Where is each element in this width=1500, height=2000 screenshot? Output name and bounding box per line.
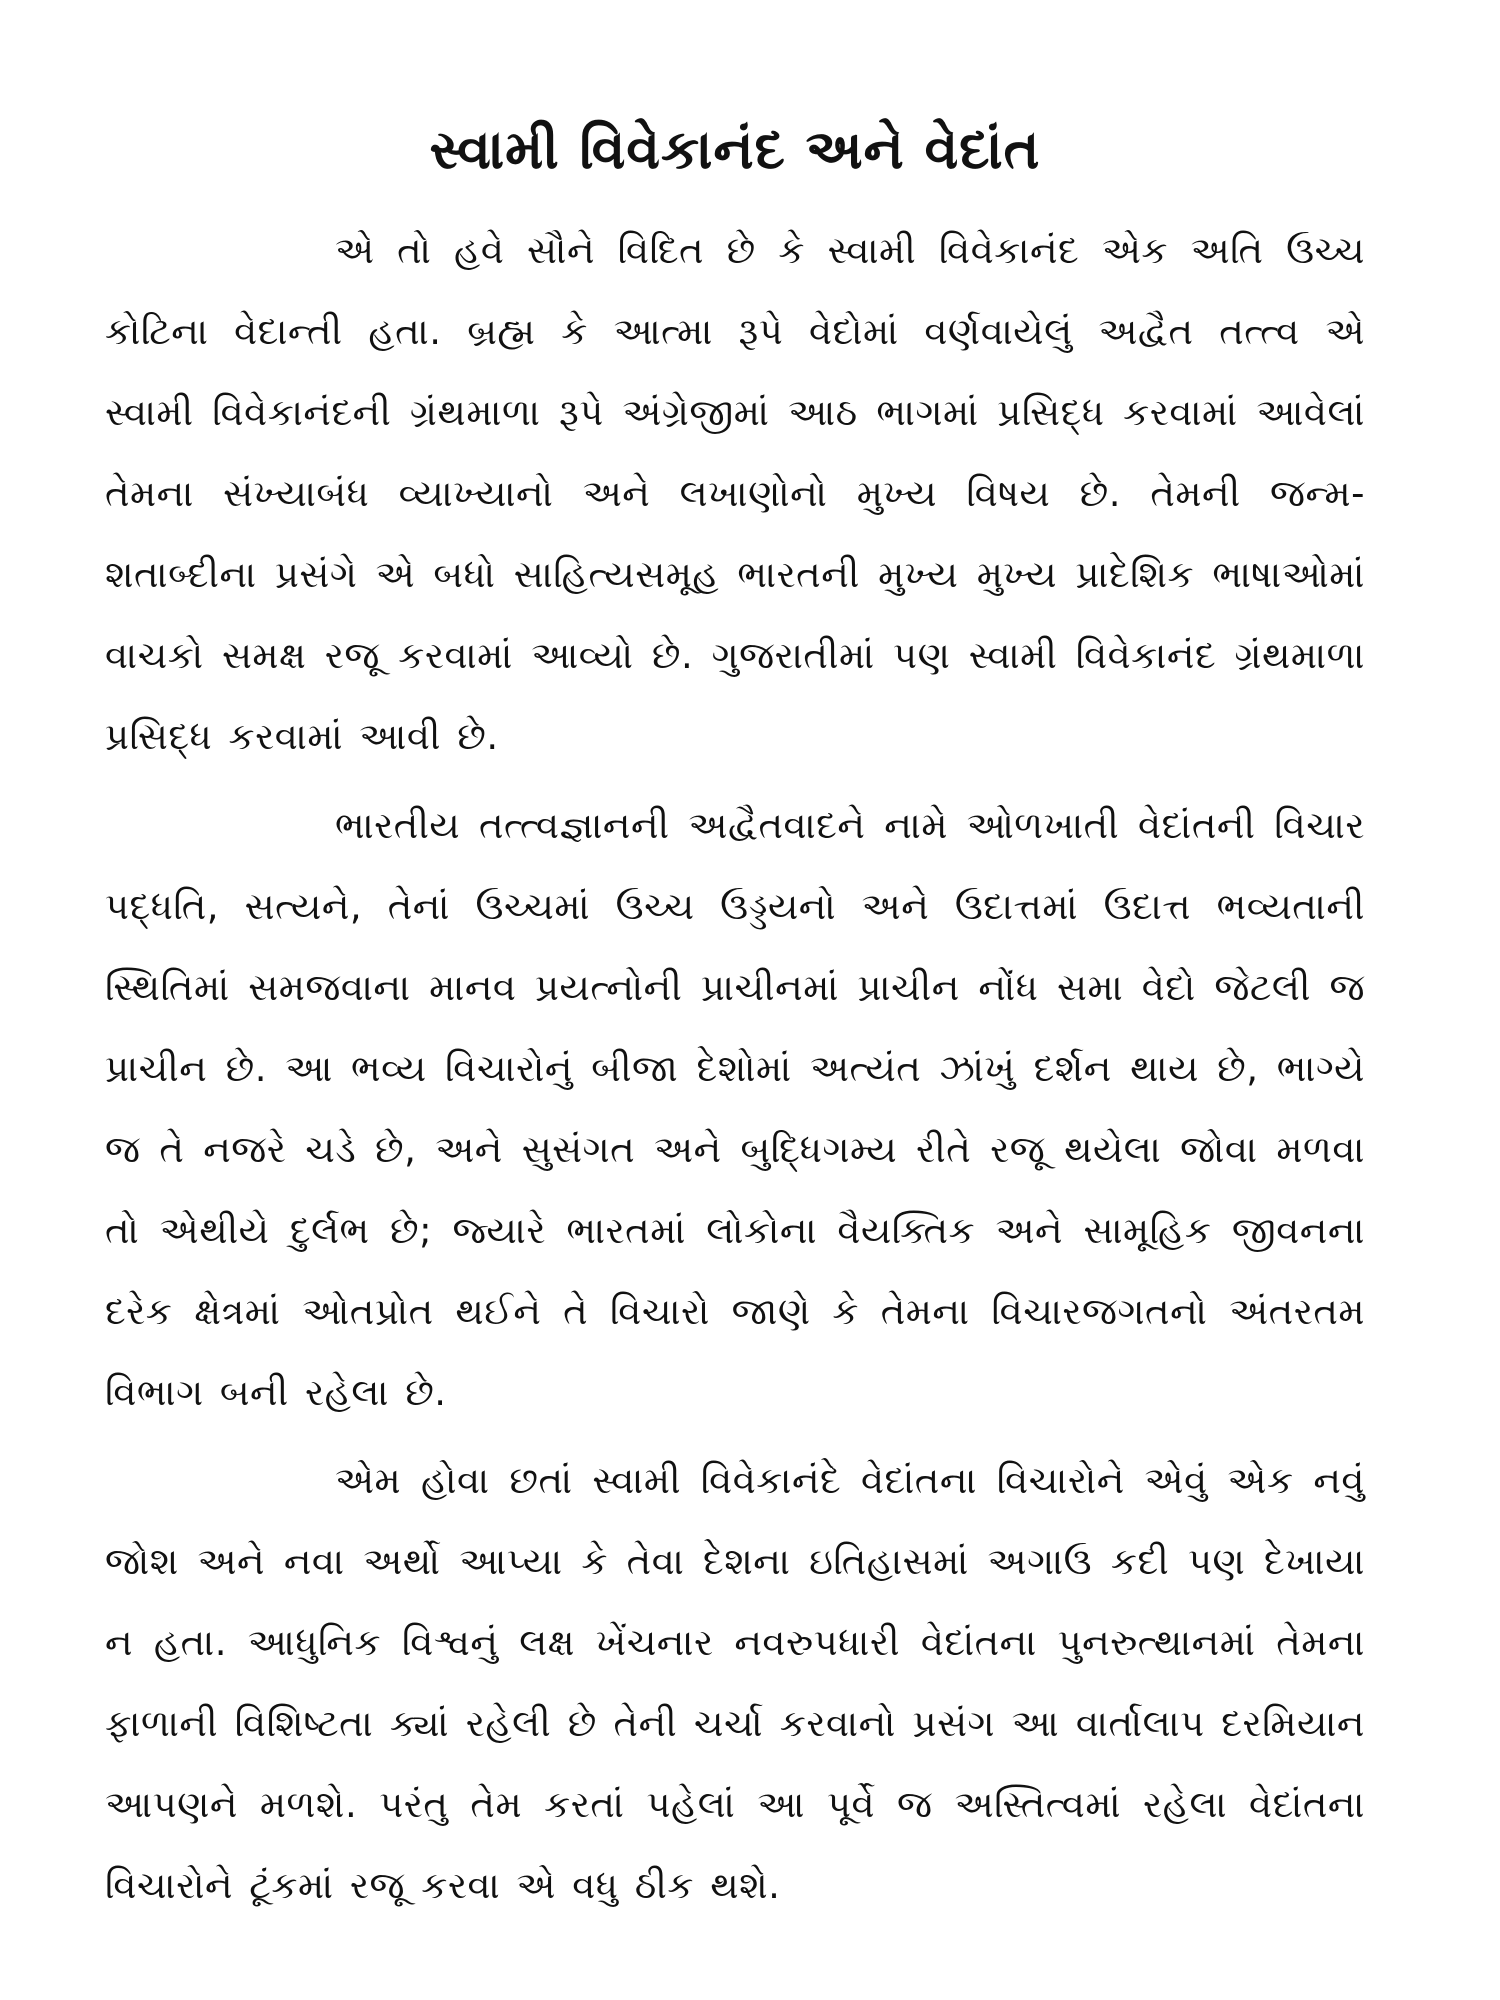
paragraph-2: ભારતીય તત્ત્વજ્ઞાનની અદ્વૈતવાદને નામે ઓળખાતી વેદાંતની વિચાર પદ્ધતિ, સત્યને, તેનાં ઉચ્ચમાં ઉચ્ચ ઉડ્ડયનો અને ઉદાત્તમાં ઉદાત્ત ભવ્યતાની સ્થિતિમાં સમજવાના માનવ પ્રયત્નોની પ્રાચીનમાં પ્રાચીન નોંધ સમા વેદો જેટલી જ પ્રાચીન છે. આ ભવ્ય વિચારોનું બીજા દેશોમાં અત્યંત ઝાંખું દર્શન થાય છે, ભાગ્યે જ તે નજરે ચડે છે, અને સુસંગત અને બુદ્ધિગમ્ય રીતે રજૂ થયેલા જોવા મળવા તો એથીયે દુર્લભ છે; જ્યારે ભારતમાં લોકોના વૈયક્તિક અને સામૂહિક જીવનના દરેક ક્ષેત્રમાં ઓતપ્રોત થઈને તે વિચારો જાણે કે તેમના વિચારજગતનો અંતરતમ વિભાગ બની રહેલા છે. <box>105 804 1365 1414</box>
page-title: સ્વામી વિવેકાનંદ અને વેદાંત <box>429 118 1041 181</box>
document-page <box>105 0 1365 2000</box>
paragraph-3: એમ હોવા છતાં સ્વામી વિવેકાનંદે વેદાંતના વિચારોને એવું એક નવું જોશ અને નવા અર્થો આપ્યા કે તેવા દેશના ઇતિહાસમાં અગાઉ કદી પણ દેખાયા ન હતા. આધુનિક વિશ્વનું લક્ષ ખેંચનાર નવરુપધારી વેદાંતના પુનરુત્થાનમાં તેમના ફાળાની વિશિષ્ટતા ક્યાં રહેલી છે તેની ચર્ચા કરવાનો પ્રસંગ આ વાર્તાલાપ દરમિયાન આપણને મળશે. પરંતુ તેમ કરતાં પહેલાં આ પૂર્વે જ અસ્તિત્વમાં રહેલા વેદાંતના વિચારોને ટૂંકમાં રજૂ કરવા એ વધુ ઠીક થશે. <box>105 1459 1365 1907</box>
paragraph-1: એ તો હવે સૌને વિદિત છે કે સ્વામી વિવેકાનંદ એક અતિ ઉચ્ચ કોટિના વેદાન્તી હતા. બ્રહ્મ કે આત્મા રૂપે વેદોમાં વર્ણવાયેલું અદ્વૈત તત્ત્વ એ સ્વામી વિવેકાનંદની ગ્રંથમાળા રૂપે અંગ્રેજીમાં આઠ ભાગમાં પ્રસિદ્ધ કરવામાં આવેલાં તેમના સંખ્યાબંધ વ્યાખ્યાનો અને લખાણોનો મુખ્ય વિષય છે. તેમની જન્મ-શતાબ્દીના પ્રસંગે એ બધો સાહિત્યસમૂહ ભારતની મુખ્ય મુખ્ય પ્રાદેશિક ભાષાઓમાં વાચકો સમક્ષ રજૂ કરવામાં આવ્યો છે. ગુજરાતીમાં પણ સ્વામી વિવેકાનંદ ગ્રંથમાળા પ્રસિદ્ધ કરવામાં આવી છે. <box>105 229 1365 758</box>
